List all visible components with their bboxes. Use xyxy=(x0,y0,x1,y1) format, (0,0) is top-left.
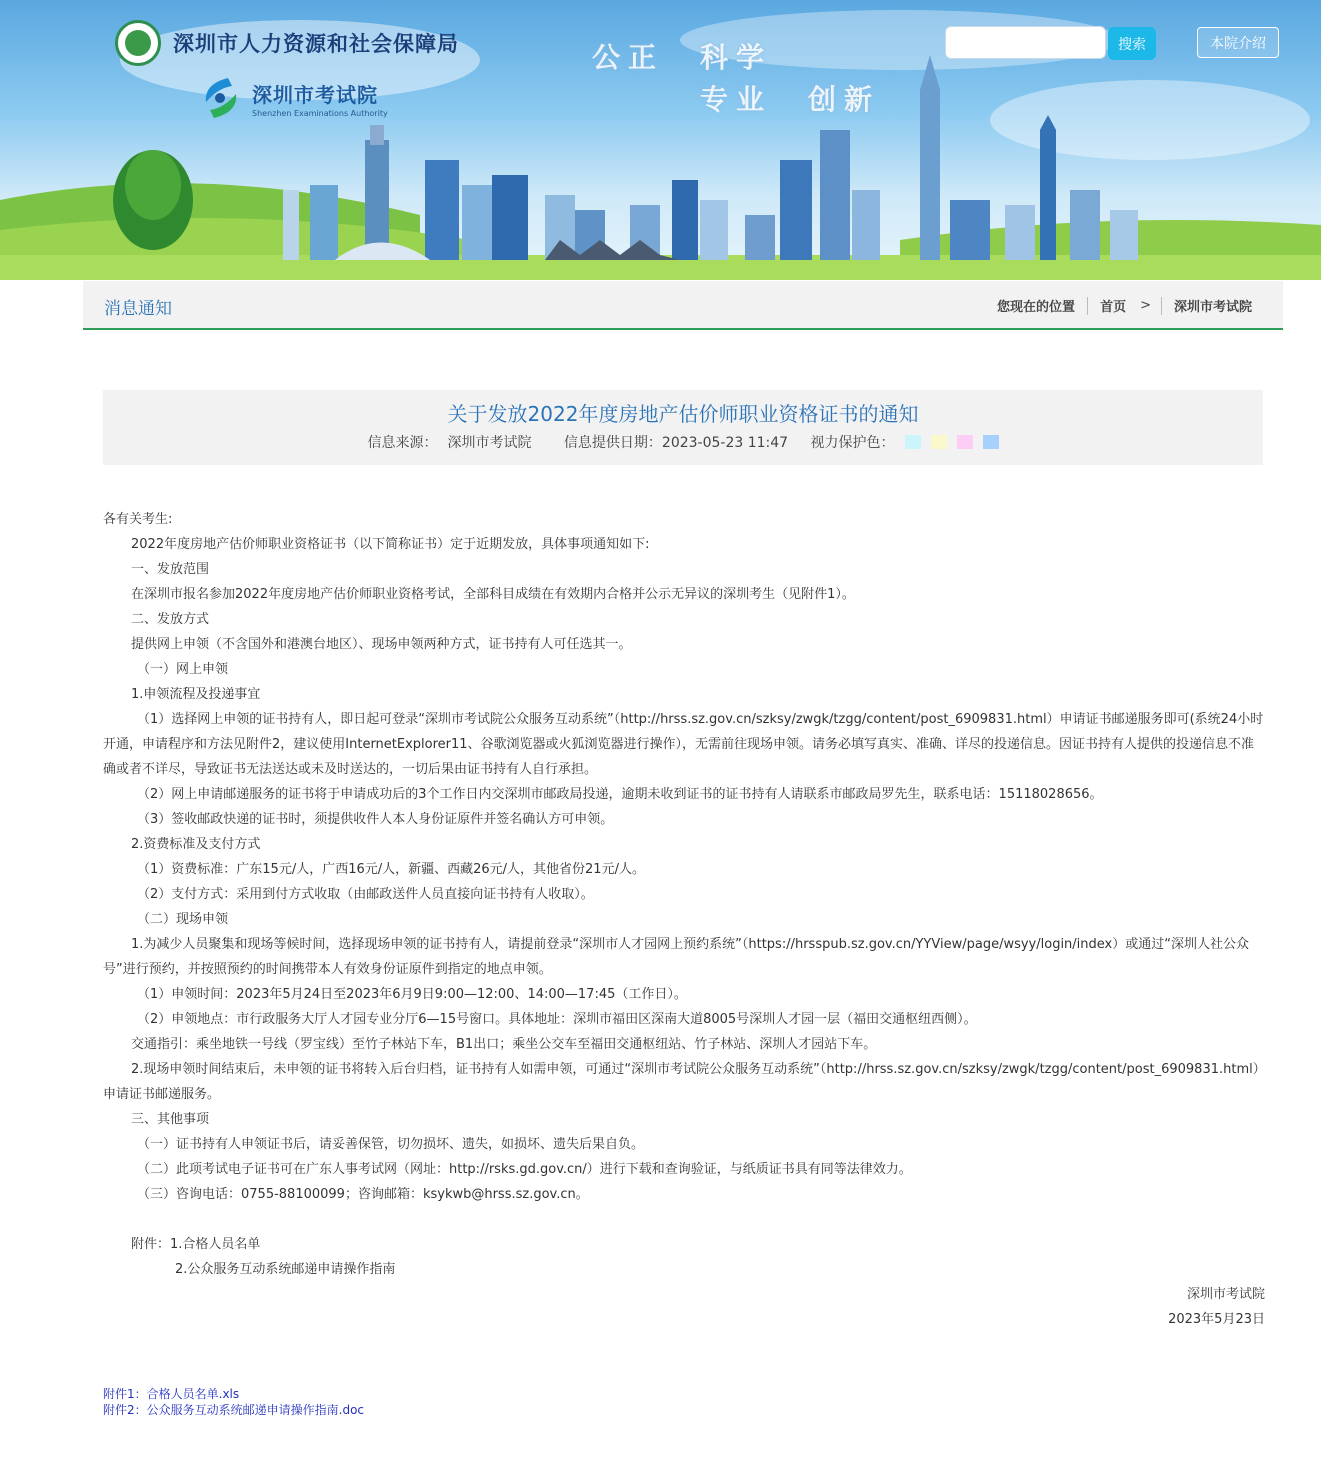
header-banner xyxy=(0,0,1321,280)
article-paragraph: （1）资费标准：广东15元/人，广西16元/人，新疆、西藏26元/人，其他省份21元/人。 xyxy=(137,862,645,877)
date-label: 信息提供日期： xyxy=(563,435,662,451)
article-paragraph: （2）申领地点：市行政服务大厅人才园专业分厅6—15号窗口。具体地址：深圳市福田区深南大道8005号深圳人才园一层（福田交通枢纽西侧）。 xyxy=(137,1012,977,1027)
eye-color-swatch[interactable] xyxy=(983,435,999,449)
breadcrumb-divider xyxy=(1087,297,1088,315)
eye-color-swatch[interactable] xyxy=(957,435,973,449)
hrss-emblem-icon xyxy=(115,20,161,66)
section-navbar xyxy=(83,281,1283,330)
article-paragraph: 交通指引：乘坐地铁一号线（罗宝线）至竹子林站下车，B1出口；乘坐公交车至福田交通枢纽站、竹子林站、深圳人才园站下车。 xyxy=(131,1037,877,1052)
eye-color-swatch[interactable] xyxy=(905,435,921,449)
source-value: 深圳市考试院 xyxy=(447,435,532,451)
signature: 深圳市考试院 xyxy=(1186,1287,1265,1302)
article-title: 关于发放2022年度房地产估价师职业资格证书的通知 xyxy=(447,402,919,426)
breadcrumb-arrow-icon: > xyxy=(1140,298,1151,313)
eye-color-swatch[interactable] xyxy=(931,435,947,449)
intro-button[interactable]: 本院介绍 xyxy=(1197,27,1279,58)
article-paragraph: （一）证书持有人申领证书后，请妥善保管，切勿损坏、遗失，如损坏、遗失后果自负。 xyxy=(137,1137,645,1152)
article-paragraph: （二）此项考试电子证书可在广东人事考试网（网址：http://rsks.gd.gov.cn/）进行下载和查询验证，与纸质证书具有同等法律效力。 xyxy=(137,1162,912,1177)
attachment-links xyxy=(103,1386,364,1418)
sign-date: 2023年5月23日 xyxy=(1168,1312,1265,1327)
source-label: 信息来源： xyxy=(367,435,438,451)
location-label: 您现在的位置 xyxy=(997,300,1076,315)
date-value: 2023-05-23 11:47 xyxy=(661,435,789,451)
article-paragraph: 提供网上申领（不含国外和港澳台地区）、现场申领两种方式，证书持有人可任选其一。 xyxy=(131,637,632,652)
exam-authority-cn: 深圳市考试院 xyxy=(252,82,378,107)
breadcrumb-home-link[interactable]: 首页 xyxy=(1100,300,1127,315)
article-header xyxy=(103,390,1263,465)
section-title: 消息通知 xyxy=(104,299,172,319)
article-paragraph: （3）签收邮政快递的证书时，须提供收件人本人身份证原件并签名确认方可申领。 xyxy=(137,812,614,827)
article-paragraph: （一）网上申领 xyxy=(137,662,229,677)
article-paragraph: （2）支付方式：采用到付方式收取（由邮政送件人员直接向证书持有人收取）。 xyxy=(137,887,594,902)
breadcrumb xyxy=(997,296,1252,315)
article-paragraph: 1.申领流程及投递事宜 xyxy=(131,687,261,702)
article-paragraph: 三、其他事项 xyxy=(131,1112,210,1127)
article-paragraph: 2.资费标准及支付方式 xyxy=(131,837,261,852)
article-paragraph: （二）现场申领 xyxy=(137,912,229,927)
hrss-logo[interactable] xyxy=(115,20,459,66)
slogan-line-1: 公正 科学 xyxy=(592,41,773,74)
article-paragraph: （1）选择网上申领的证书持有人，即日起可登录“深圳市考试院公众服务互动系统”（http://hrss.sz.gov.cn/szksy/zwgk/tzgg/content/post_6909831.html）申请证书邮递服务即可(系统24小时开通，申请程序和方法见附件2，建议使用InternetExplorer11、谷歌浏览器或火狐浏览器进行操作），无需前往现场申领。请务必填写真实、准确、详尽的投递信息。因证书持有人提供的投递信息不准确或者不详尽，导致证书无法送达或未及时送达的，一切后果由证书持有人自行承担。 xyxy=(103,712,1264,777)
exam-authority-mark-icon xyxy=(198,74,244,122)
article-paragraph: （1）申领时间：2023年5月24日至2023年6月9日9:00—12:00、14:00—17:45（工作日）。 xyxy=(137,987,687,1002)
attachment-heading: 附件：1.合格人员名单 xyxy=(131,1237,261,1252)
eye-protect-swatches xyxy=(895,435,999,451)
article-paragraph: 各有关考生: xyxy=(103,512,173,527)
search-button[interactable]: 搜索 xyxy=(1108,27,1156,60)
article-paragraph: （三）咨询电话：0755-88100099；咨询邮箱：ksykwb@hrss.sz.gov.cn。 xyxy=(137,1187,589,1202)
article-paragraph: 在深圳市报名参加2022年度房地产估价师职业资格考试，全部科目成绩在有效期内合格并公示无异议的深圳考生（见附件1）。 xyxy=(131,587,855,602)
eye-protect-label: 视力保护色： xyxy=(810,435,895,451)
article-paragraph: 2.现场申领时间结束后，未申领的证书将转入后台归档，证书持有人如需申领，可通过“深圳市考试院公众服务互动系统”（http://hrss.sz.gov.cn/szksy/zwgk/tzgg/content/post_6909831.html）申请证书邮递服务。 xyxy=(103,1062,1260,1102)
exam-authority-en: Shenzhen Examinations Authority xyxy=(252,108,388,118)
exam-authority-logo[interactable] xyxy=(198,74,388,122)
attachment-link[interactable]: 附件1：合格人员名单.xls xyxy=(103,1387,240,1401)
article-paragraph: 二、发放方式 xyxy=(131,612,210,627)
article-meta xyxy=(103,432,1263,452)
slogan-line-2: 专业 创新 xyxy=(700,83,881,116)
article-paragraph: 2022年度房地产估价师职业资格证书（以下简称证书）定于近期发放，具体事项通知如下: xyxy=(131,537,650,552)
search-input[interactable] xyxy=(945,26,1106,59)
breadcrumb-divider xyxy=(1161,297,1162,315)
article-body xyxy=(103,507,1265,1332)
article-paragraph: （2）网上申请邮递服务的证书将于申请成功后的3个工作日内交深圳市邮政局投递，逾期未收到证书的证书持有人请联系市邮政局罗先生，联系电话：15118028656。 xyxy=(137,787,1103,802)
article-paragraph: 1.为减少人员聚集和现场等候时间，选择现场申领的证书持有人，请提前登录“深圳市人才园网上预约系统”（https://hrsspub.sz.gov.cn/YYView/page/wsyy/login/index）或通过“深圳人社公众号”进行预约，并按照预约的时间携带本人有效身份证原件到指定的地点申领。 xyxy=(103,937,1249,977)
hrss-org-name: 深圳市人力资源和社会保障局 xyxy=(173,32,459,56)
breadcrumb-current-link[interactable]: 深圳市考试院 xyxy=(1173,300,1252,315)
attachment-link[interactable]: 附件2：公众服务互动系统邮递申请操作指南.doc xyxy=(103,1403,365,1417)
attachment-second: 2.公众服务互动系统邮递申请操作指南 xyxy=(175,1262,396,1277)
article-paragraph: 一、发放范围 xyxy=(131,562,210,577)
